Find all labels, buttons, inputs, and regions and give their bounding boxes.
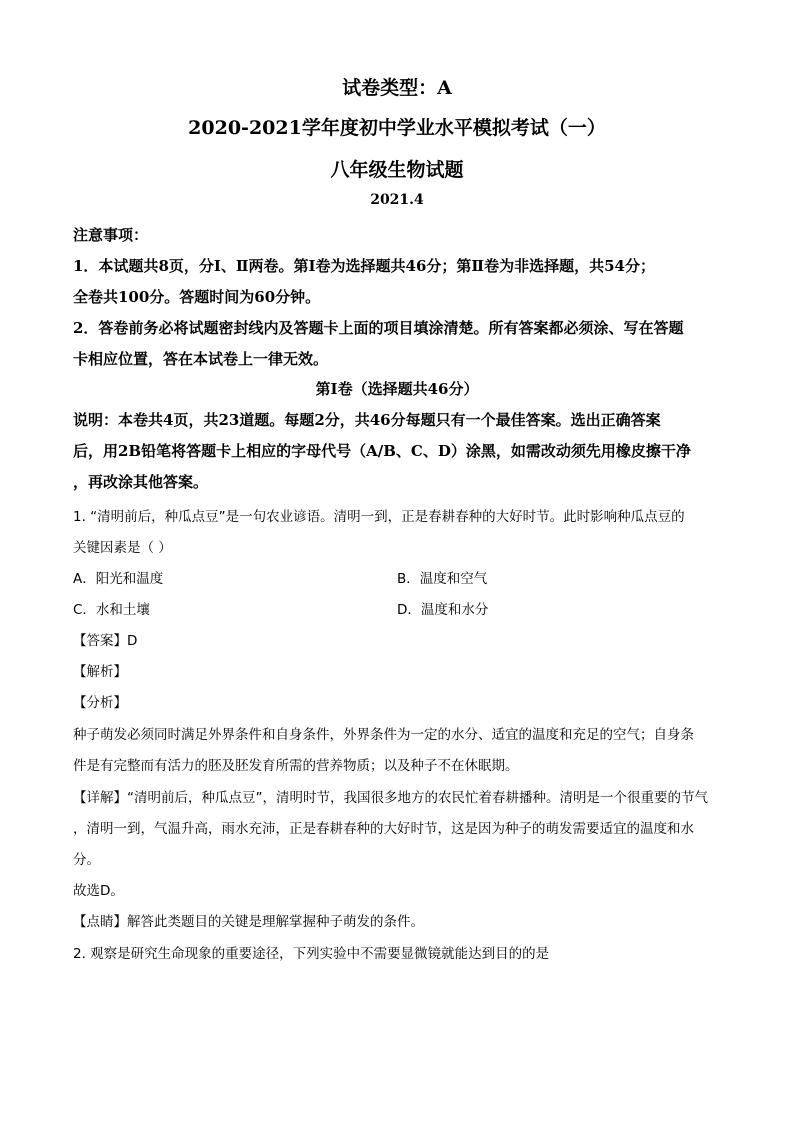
- section-title: 第Ⅰ卷（选择题共46分）: [315, 380, 479, 398]
- subject-title: 八年级生物试题: [330, 159, 464, 181]
- notice-item-1: 1．本试题共8页，分Ⅰ、Ⅱ两卷。第Ⅰ卷为选择题共46分；第Ⅱ卷为非选择题，共54分；: [73, 257, 655, 275]
- analysis-text-cont: 件是有完整而有活力的胚及胚发育所需的营养物质；以及种子不在休眠期。: [73, 758, 519, 774]
- section-instructions-3: ，再改涂其他答案。: [73, 473, 209, 491]
- choose-text: 故选D。: [73, 883, 124, 899]
- question-stem-cont: 关键因素是（ ）: [73, 540, 172, 556]
- option-b: B．温度和空气: [397, 571, 488, 587]
- exam-date: 2021.4: [370, 192, 424, 208]
- jiexi-label: 【解析】: [73, 664, 127, 680]
- paper-type: 试卷类型：A: [342, 77, 452, 99]
- notice-item-1-cont: 全卷共100分。答题时间为60分钟。: [73, 288, 321, 306]
- detail-text-cont: ，清明一到，气温升高，雨水充沛，正是春耕春种的大好时节，这是因为种子的萌发需要适宜的温度和水: [73, 821, 694, 837]
- answer-label: 【答案】D: [73, 633, 138, 649]
- detail-text: 【详解】“清明前后，种瓜点豆”，清明时节，我国很多地方的农民忙着春耕播种。清明是一个很重要的节气: [73, 790, 708, 806]
- notice-heading: 注意事项：: [73, 226, 149, 244]
- notice-item-2-cont: 卡相应位置，答在本试卷上一律无效。: [73, 350, 329, 368]
- detail-text-end: 分。: [73, 852, 100, 868]
- option-c: C．水和土壤: [73, 602, 150, 618]
- fenxi-label: 【分析】: [73, 695, 127, 711]
- section-instructions-1: 说明：本卷共4页，共23道题。每题2分，共46分每题只有一个最佳答案。选出正确答案: [73, 411, 661, 429]
- option-a: A．阳光和温度: [73, 571, 164, 587]
- question-stem: 2. 观察是研究生命现象的重要途径，下列实验中不需要显微镜就能达到目的的是: [73, 946, 550, 962]
- analysis-text: 种子萌发必须同时满足外界条件和自身条件，外界条件为一定的水分、适宜的温度和充足的空气；自身条: [73, 727, 694, 743]
- section-instructions-2: 后，用2B铅笔将答题卡上相应的字母代号（A/B、C、D）涂黑，如需改动须先用橡皮擦干净: [73, 442, 691, 460]
- notice-item-2: 2．答卷前务必将试题密封线内及答题卡上面的项目填涂清楚。所有答案都必须涂、写在答题: [73, 319, 684, 337]
- question-stem: 1. “清明前后，种瓜点豆”是一句农业谚语。清明一到，正是春耕春种的大好时节。此时影响种瓜点豆的: [73, 509, 685, 525]
- tip-text: 【点睛】解答此类题目的关键是理解掌握种子萌发的条件。: [73, 914, 424, 930]
- option-d: D．温度和水分: [397, 602, 489, 618]
- exam-title: 2020-2021学年度初中学业水平模拟考试（一）: [188, 117, 606, 139]
